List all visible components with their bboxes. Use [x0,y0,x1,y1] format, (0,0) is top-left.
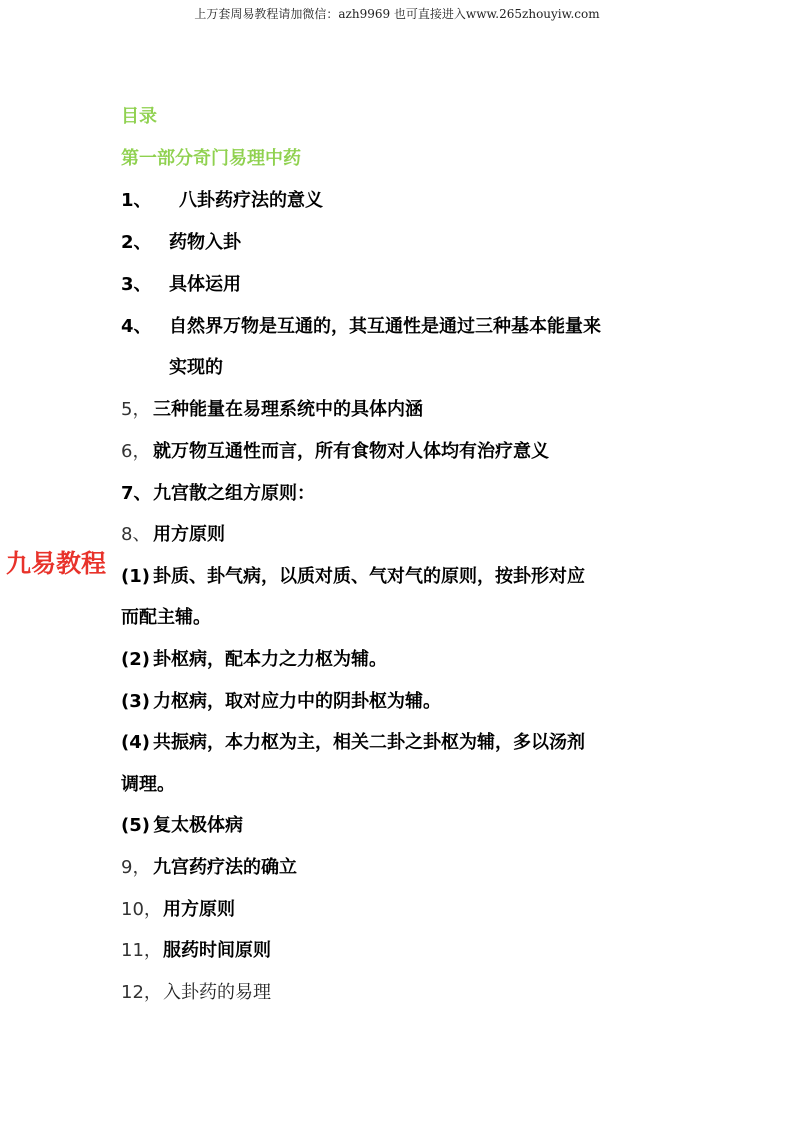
toc-item-text: 八卦药疗法的意义 [179,190,323,211]
toc-item [121,316,601,338]
toc-item [121,483,315,505]
toc-item-text: 卦质、卦气病，以质对质、气对气的原则，按卦形对应 [153,566,585,587]
toc-item-text: 用方原则 [163,899,235,920]
toc-item-number: (4) [121,732,150,753]
toc-item [121,190,323,212]
toc-item-text: 自然界万物是互通的，其互通性是通过三种基本能量来 [169,316,601,337]
toc-item-number: 6， [121,441,151,462]
toc-item [121,982,271,1004]
toc-item-text: 九宫散之组方原则： [153,483,315,504]
toc-item-number: 12， [121,982,162,1003]
toc-item-number: 5， [121,399,151,420]
toc-item [121,566,585,588]
toc-item-continuation: 调理。 [121,774,175,795]
watermark-logo: 九易教程 [6,549,107,578]
part-title: 第一部分奇门易理中药 [121,148,301,169]
toc-item-number: 10， [121,899,162,920]
toc-item-text: 力枢病，取对应力中的阴卦枢为辅。 [153,691,441,712]
toc-item [121,857,297,879]
toc-item [121,899,235,921]
toc-item [121,274,241,296]
toc-item-number: 2、 [121,232,152,253]
toc-item [121,649,387,671]
toc-item-number: (5) [121,815,150,836]
toc-item-text: 药物入卦 [169,232,241,253]
toc-item [121,399,423,421]
toc-item [121,232,241,254]
header-note: 上万套周易教程请加微信：azh9969 也可直接进入www.265zhouyiw.com [194,7,600,21]
toc-item-number: 11， [121,940,162,961]
toc-item-continuation: 而配主辅。 [121,607,211,628]
toc-item-text: 服药时间原则 [163,940,271,961]
toc-item-number: 7、 [121,483,152,504]
toc-item-text: 九宫药疗法的确立 [153,857,297,878]
toc-item [121,524,225,546]
toc-item-number: (3) [121,691,150,712]
toc-item [121,815,243,837]
toc-item-number: (1) [121,566,150,587]
toc-item-text: 入卦药的易理 [163,982,271,1003]
toc-item-text: 共振病，本力枢为主，相关二卦之卦枢为辅，多以汤剂 [153,732,585,753]
toc-item-text: 用方原则 [153,524,225,545]
toc-item [121,441,549,463]
toc-item-text: 具体运用 [169,274,241,295]
toc-item-text: 复太极体病 [153,815,243,836]
toc-item-number: (2) [121,649,150,670]
toc-item-text: 卦枢病，配本力之力枢为辅。 [153,649,387,670]
toc-item-number: 9， [121,857,151,878]
toc-item-text: 就万物互通性而言，所有食物对人体均有治疗意义 [153,441,549,462]
toc-item-number: 8、 [121,524,151,545]
toc-item-text: 三种能量在易理系统中的具体内涵 [153,399,423,420]
toc-item [121,940,271,962]
toc-item-continuation: 实现的 [169,357,223,378]
toc-title: 目录 [121,106,157,127]
toc-item [121,732,585,754]
toc-item [121,691,441,713]
toc-item-number: 4、 [121,316,152,337]
toc-item-number: 1、 [121,190,152,211]
toc-item-number: 3、 [121,274,152,295]
